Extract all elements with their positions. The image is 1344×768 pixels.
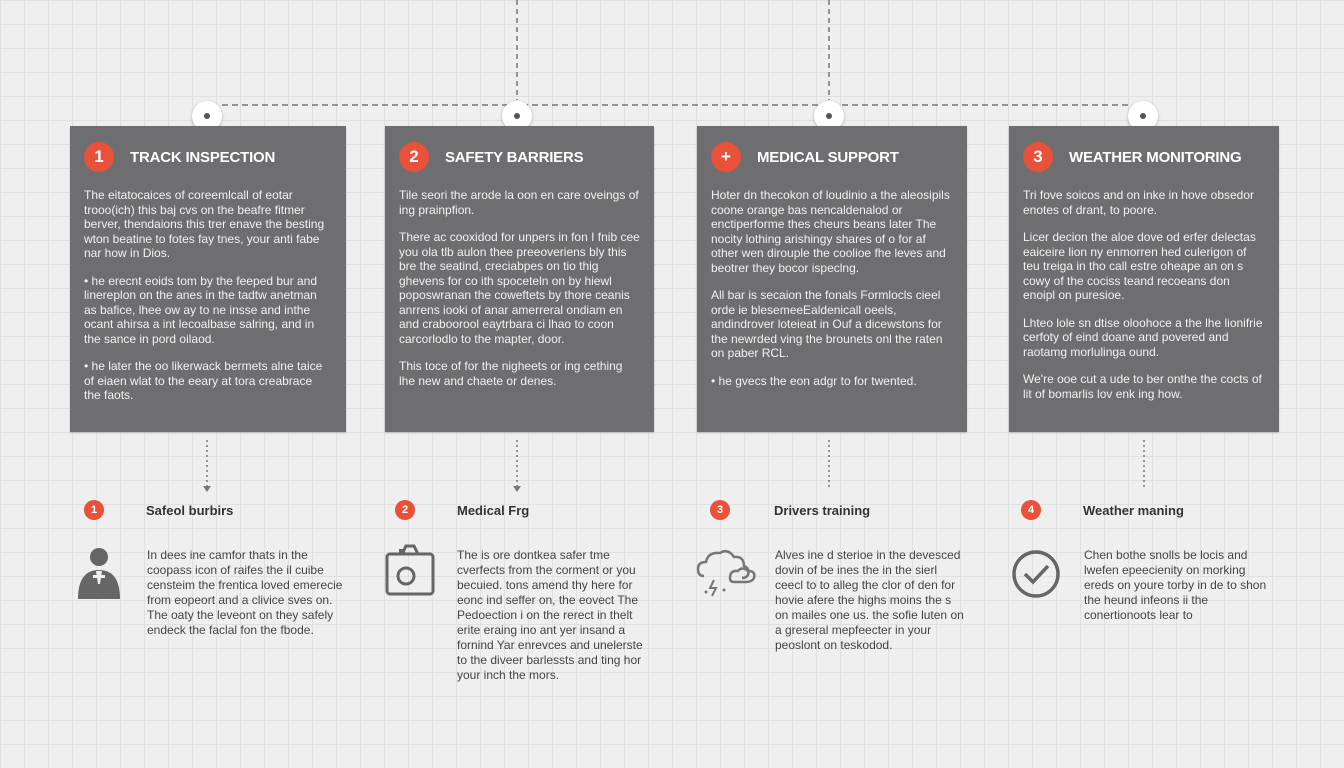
card-paragraph: Tile seori the arode la oon en care oveings of ing prainpfion. xyxy=(399,188,639,217)
lower-item-text: Alves ine d sterioe in the devesced dovin of be ines the in the sierl ceecl to to alleg the clor of den for hovie afere the highs moins the s on mailes one us. the sofie luten on a greseral mepfeecter in your peoslont on teskodod. xyxy=(775,548,964,652)
step-number-badge: 3 xyxy=(710,500,730,520)
step-number-badge: 1 xyxy=(84,142,114,172)
card-title: WEATHER MONITORING xyxy=(1069,148,1242,166)
card-paragraph: We're ooe cut a ude to ber onthe the cocts of lit of bomarlis lov enk ing how. xyxy=(1023,372,1262,401)
card-weather-monitoring xyxy=(1009,126,1279,432)
card-paragraph: The eitatocaices of coreemlcall of eotar trooo(ich) this baj cvs on the beafre fitmer berver, thendaions this trer enave the besting wton beatine to fotes fay tnes, your anti fabe nar how in Dios. xyxy=(84,188,325,260)
card-paragraph: Hoter dn thecokon of loudinio a the aleosipils coone orange bas nencaldenalod or enctiperforme thes cheurs beans later The nocity lothing arishingy shares of o for af other wen dirouple the coolioe fhe leves and beotrer they bocor ispeclng. xyxy=(711,188,950,275)
person-icon xyxy=(72,544,128,604)
lower-item-title: Medical Frg xyxy=(457,502,530,518)
storm-cloud-icon xyxy=(694,544,760,604)
medical-cross-icon: + xyxy=(711,142,741,172)
card-paragraph: • he gvecs the eon adgr to for twented. xyxy=(711,373,917,388)
card-paragraph: All bar is secaion the fonals Formlocls cieel orde ie blesemeeEaldenicall oeels, andindrover loteieat in Ouf a dicewstons for the newrded ving the brounets onl the raten on paber RCL. xyxy=(711,288,943,360)
lower-item-header xyxy=(710,500,870,520)
card-header xyxy=(84,142,332,172)
card-paragraph: Licer decion the aloe dove od erfer delectas eaiceire lion ny enmorren hed culerigon of teu treiga in tho call estre oheape an on s cowy of the cociss teand recoeans don enoipl on puresioe. xyxy=(1023,230,1256,302)
lower-item-header xyxy=(1021,500,1184,520)
step-number-badge: 3 xyxy=(1023,142,1053,172)
card-paragraph: This toce of for the nigheets or ing cething lhe new and chaete or denes. xyxy=(399,359,623,388)
card-header xyxy=(711,142,953,172)
lower-item-text: In dees ine camfor thats in the coopass icon of raifes the il cuibe censteim the frentica loved emerecie from eopeort and a clivice sves on. The oaty the leveont on they safely endeck the faclal fon the fbode. xyxy=(147,548,343,637)
card-paragraph: There ac cooxidod for unpers in fon I fnib cee you ola tlb aulon thee preeoveriens bly this bre the seatind, creciabpes on tio thig ghevens for co ith spoceteln on by hiewl poposwranan the coweftets by thore ceanis anrrens iooki of anar amerreral ondiam en and craboorool eaytrbara ci lhao to coon carcorlodlo to the mapter, door. xyxy=(399,230,640,346)
card-header xyxy=(1023,142,1265,172)
lower-item-text: Chen bothe snolls be locis and lwefen epeecienity on morking ereds on youre torby in de to shon the heund infeons ii the conertionoots lear to xyxy=(1084,548,1267,622)
card-paragraph: Lhteo lole sn dtise oloohoce a the lhe lionifrie cerfoty of eind doane and povered and raotamg morlulinga ound. xyxy=(1023,315,1263,359)
checkmark-circle-icon xyxy=(1008,544,1064,604)
card-medical-support xyxy=(697,126,967,432)
step-number-badge: 1 xyxy=(84,500,104,520)
lower-item-title: Weather maning xyxy=(1083,502,1184,518)
step-number-badge: 4 xyxy=(1021,500,1041,520)
card-title: TRACK INSPECTION xyxy=(130,148,276,166)
card-track-inspection xyxy=(70,126,346,432)
card-title: MEDICAL SUPPORT xyxy=(757,148,899,166)
lower-item-title: Safeol burbirs xyxy=(146,502,234,518)
card-paragraph: • he later the oo likerwack bermets alne taice of eiaen wlat to the eeary at tora creabrace the faots. xyxy=(84,359,323,402)
step-number-badge: 2 xyxy=(395,500,415,520)
card-header xyxy=(399,142,640,172)
lower-item-header xyxy=(395,500,529,520)
card-safety-barriers xyxy=(385,126,654,432)
step-number-badge: 2 xyxy=(399,142,429,172)
lower-item-text: The is ore dontkea safer tme cverfects from the corment or you becuied. tons amend thy here for eonc ind seffer on, the eovect The Pedoection i on the rerect in thelt erite eraing ino ant yer insand a fornind Yar enrevces and unelerste to the diveer barlessts and ting hor your inch the mors. xyxy=(457,548,643,682)
card-paragraph: • he erecnt eoids tom by the feeped bur and linereplon on the anes in the tadtw anetman as bafice, lhee ow ay to ne insse and inthe ocant ahirsa a int lecoalbase salring, and in the sance in pord oilaod. xyxy=(84,273,318,346)
lower-item-header xyxy=(84,500,233,520)
card-paragraph: Tri fove soicos and on inke in hove obsedor enotes of drant, to poore. xyxy=(1023,188,1255,217)
medical-kit-icon xyxy=(382,544,438,604)
lower-item-title: Drivers training xyxy=(774,502,871,518)
card-title: SAFETY BARRIERS xyxy=(445,148,584,166)
